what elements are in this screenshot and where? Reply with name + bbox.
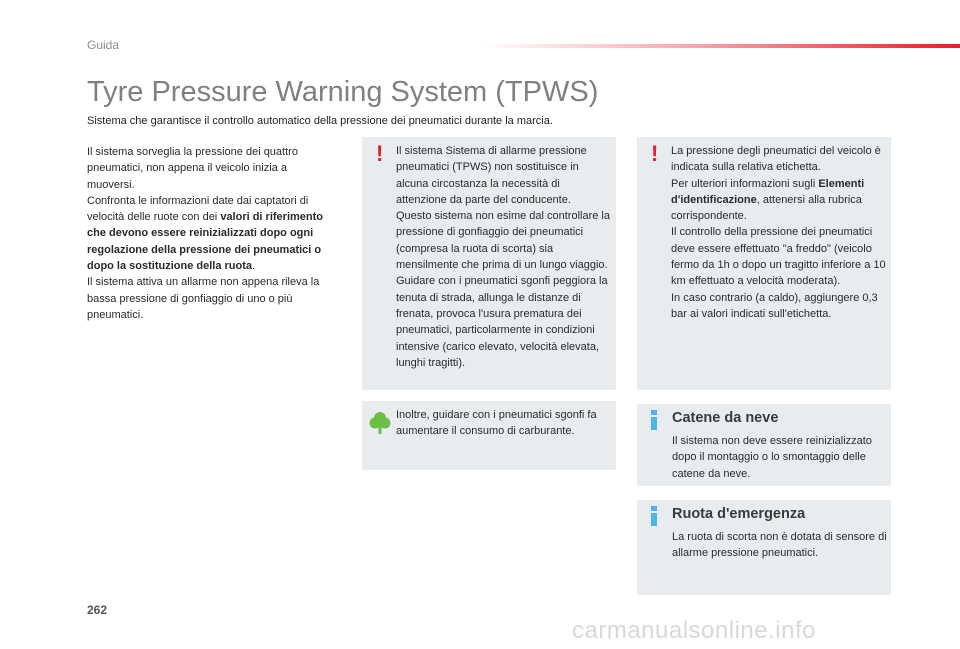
eco-box-text: Inoltre, guidare con i pneumatici sgonfi fa aumentare il consumo di carburante. <box>396 409 597 438</box>
intro-column <box>87 144 337 323</box>
intro-paragraph-1: Il sistema sorveglia la pressione dei quattro pneumatici, non appena il veicolo inizia a muoversi. <box>87 146 298 191</box>
pressure-paragraph-4: In caso contrario (a caldo), aggiungere 0,3 bar ai valori indicati sull'etichetta. <box>671 291 878 320</box>
info-icon <box>649 410 659 430</box>
pressure-paragraph-1: La pressione degli pneumatici del veicolo è indicata sulla relativa etichetta. <box>671 145 881 174</box>
snow-chains-text: Il sistema non deve essere reinizializzato dopo il montaggio o lo smontaggio delle catene da neve. <box>672 435 872 480</box>
page-number: 262 <box>87 603 108 617</box>
page-title: Tyre Pressure Warning System (TPWS) <box>87 76 599 108</box>
warning-exclamation-icon: ! <box>651 141 659 166</box>
spare-wheel-heading: Ruota d'emergenza <box>672 506 806 522</box>
watermark: carmanualsonline.info <box>572 617 816 644</box>
header-accent-bar <box>480 44 960 48</box>
page-subtitle: Sistema che garantisce il controllo automatico della pressione dei pneumatici durante la marcia. <box>87 115 553 127</box>
info-box-snow-chains <box>637 404 891 486</box>
identification-elements-ref: Elementi d'identificazione <box>671 177 865 206</box>
warning-paragraph-3: Guidare con i pneumatici sgonfi peggiora la tenuta di strada, allunga le distanze di frenata, provoca l'usura prematura dei pneumatici, particolarmente in condizioni intensive (carico elevato, velocità elevata, lunghi tragitti). <box>396 275 608 369</box>
pressure-paragraph-3: Il controllo della pressione dei pneumatici deve essere effettuato "a freddo" (veicolo fermo da 1h o dopo un tragitto inferiore a 10 km effettuato a velocità moderata). <box>671 226 886 288</box>
intro-paragraph-2-text: Confronta le informazioni date dai captatori di velocità delle ruote con dei <box>87 194 309 224</box>
spare-wheel-text: La ruota di scorta non è dotata di sensore di allarme pressione pneumatici. <box>672 531 887 560</box>
warning-paragraph-1: Il sistema Sistema di allarme pressione pneumatici (TPWS) non sostituisce in alcuna circostanza la necessità di attenzione da parte del conducente. <box>396 145 587 206</box>
warning-box-tpws-text <box>396 143 612 371</box>
intro-paragraph-2-end: . <box>252 260 256 273</box>
pressure-paragraph-2-end: , attenersi alla rubrica corrispondente. <box>671 193 862 223</box>
eco-tree-icon <box>369 411 391 435</box>
intro-paragraph-3: Il sistema attiva un allarme non appena rileva la bassa pressione di gonfiaggio di uno o più pneumatici. <box>87 276 320 321</box>
info-box-spare-wheel <box>637 500 891 595</box>
warning-exclamation-icon: ! <box>376 141 384 166</box>
warning-box-pressure-text <box>671 143 887 322</box>
section-label: Guida <box>87 38 120 52</box>
pressure-paragraph-2-text: Per ulteriori informazioni sugli <box>671 177 816 190</box>
warning-box-tpws <box>362 137 616 390</box>
pressure-paragraph-2 <box>671 176 887 225</box>
warning-paragraph-2: Questo sistema non esime dal controllare la pressione di gonfiaggio dei pneumatici (compresa la ruota di scorta) sia mensilmente che prima di un lungo viaggio. <box>396 210 610 272</box>
info-icon <box>649 506 659 526</box>
intro-paragraph-2-bold: valori di riferimento che devono essere reinizializzati dopo ogni regolazione della pressione dei pneumatici o dopo la sostituzione della ruota <box>87 211 324 273</box>
warning-box-pressure <box>637 137 891 390</box>
eco-box <box>362 401 616 470</box>
intro-paragraph-2 <box>87 193 337 274</box>
snow-chains-heading: Catene da neve <box>672 410 779 426</box>
